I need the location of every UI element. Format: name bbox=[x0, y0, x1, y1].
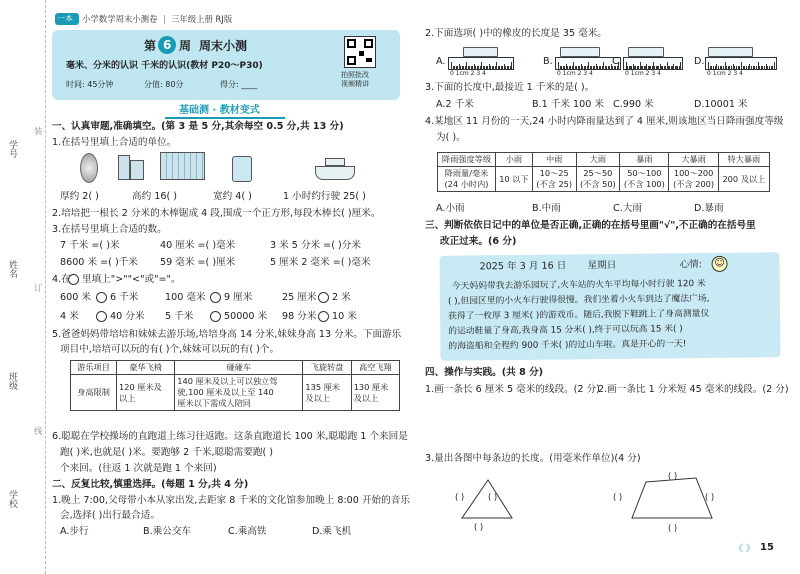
q1-s5a: 5.爸爸妈妈带培培和妹妹去游乐场,培培身高 14 分米,妹妹身高 13 分米。下面游乐 bbox=[52, 329, 402, 340]
q2-s2: 2.下面选项( )中的橡皮的长度是 35 毫米。 bbox=[425, 28, 607, 39]
q2-opt3-b[interactable]: B.1 千米 100 米 bbox=[532, 99, 604, 110]
q2-opt3-a[interactable]: A.2 千米 bbox=[436, 99, 474, 110]
grade-label: 三年级上册 RJ版 bbox=[171, 14, 233, 24]
q4-title: 四、操作与实践。(共 8 分) bbox=[425, 367, 544, 378]
banner-subtitle: 毫米、分米的认识 千米的认识(教材 P20～P30) bbox=[66, 61, 263, 71]
rain-header: 大暴雨 bbox=[669, 153, 718, 167]
diary-weekday: 星期日 bbox=[587, 259, 617, 272]
rides-cell: 135 厘米 及以上 bbox=[303, 375, 351, 411]
score-info: 得分: ____ bbox=[220, 80, 258, 89]
unit-blank-4[interactable]: 1 小时约行驶 25( ) bbox=[283, 191, 366, 202]
ruler-opt-a-label[interactable]: A. bbox=[436, 56, 446, 67]
diary-card bbox=[439, 252, 780, 361]
convert-5[interactable]: 59 毫米 =( )厘米 bbox=[160, 257, 236, 268]
ruler-tick bbox=[680, 62, 681, 69]
eraser-b bbox=[560, 47, 600, 57]
q1-s4: 4.在 bbox=[52, 274, 71, 285]
cmp-a1-right: 6 千米 bbox=[110, 292, 139, 303]
q3-title-a: 三、判断依依日记中的单位是否正确,正确的在括号里画"√",不正确的在括号里 bbox=[425, 220, 756, 231]
ruler-tick bbox=[511, 62, 512, 69]
unit-blank-2[interactable]: 高约 16( ) bbox=[132, 191, 177, 202]
q4-s3: 3.量出各图中每条边的长度。(用毫米作单位)(4 分) bbox=[425, 453, 641, 464]
q2-opt3-d[interactable]: D.10001 米 bbox=[694, 99, 748, 110]
rides-header: 碰碰车 bbox=[175, 361, 303, 375]
q1-s4b: 里填上">""<"或"="。 bbox=[82, 274, 181, 285]
rain-cell: 50～100 (不含 100) bbox=[620, 167, 669, 192]
diary-line: 的海盗船和全程约 900 千米( )的过山车啦。真是开心的一天! bbox=[448, 339, 687, 352]
class-label: 班级 bbox=[7, 372, 17, 390]
measure-shapes bbox=[450, 470, 770, 540]
q1-s2: 2.培培把一根长 2 分米的木棒锯成 4 段,围成一个正方形,每段木棒长( )厘米。 bbox=[52, 208, 381, 219]
triangle-shape bbox=[462, 480, 512, 518]
tri-side-left[interactable]: ( ) bbox=[455, 492, 465, 502]
binding-margin bbox=[0, 0, 46, 574]
rain-cell: 100～200 (不含 200) bbox=[669, 167, 718, 192]
rides-cell: 130 厘米 及以上 bbox=[351, 375, 399, 411]
convert-2[interactable]: 40 厘米 =( )毫米 bbox=[160, 240, 236, 251]
q1-s6c: 个来回。(往返 1 次就是跑 1 个来回) bbox=[60, 463, 217, 474]
quadrilateral-shape bbox=[632, 478, 715, 518]
convert-1[interactable]: 7 千米 =( )米 bbox=[60, 240, 120, 251]
rain-header: 中雨 bbox=[532, 153, 576, 167]
school-building-image bbox=[160, 152, 205, 180]
convert-4[interactable]: 8600 米 =( )千米 bbox=[60, 257, 138, 268]
total-info: 分值: 80分 bbox=[144, 80, 184, 89]
q2-opt4-c[interactable]: C.大雨 bbox=[613, 203, 642, 214]
diary-line: 获得了一枚厚 3 厘米( )的游戏币。随后,我脱下鞋跳上了身高测量仪 bbox=[448, 308, 710, 322]
q1-s6a: 6.聪聪在学校操场的直跑道上练习往返跑。这条直跑道长 100 米,聪聪跑 1 个来回是 bbox=[52, 431, 408, 442]
cmp-b3-right: 10 米 bbox=[332, 311, 357, 322]
rain-header: 大雨 bbox=[576, 153, 620, 167]
unit-blank-1[interactable]: 厚约 2( ) bbox=[60, 191, 99, 202]
cmp-b1-left: 4 米 bbox=[60, 311, 79, 322]
q2-s1a: 1.晚上 7:00,父母带小本从家出发,去距家 8 千米的文化馆参加晚上 8:00 开始的音乐 bbox=[52, 495, 410, 506]
rides-cell: 140 厘米及以上可以独立驾 驶,100 厘米及以上至 140 厘米以下需成人陪同 bbox=[175, 375, 303, 411]
unit-blank-3[interactable]: 宽约 4( ) bbox=[213, 191, 252, 202]
convert-3[interactable]: 3 米 5 分米 =( )分米 bbox=[270, 240, 361, 251]
rain-table bbox=[437, 152, 770, 192]
rides-table bbox=[70, 360, 400, 411]
qr-caption: 拍照批改 视频精讲 bbox=[341, 71, 369, 88]
name-label: 姓名 bbox=[7, 260, 17, 278]
ship-cabin bbox=[325, 158, 345, 166]
quad-side-right[interactable]: ( ) bbox=[705, 492, 715, 502]
quad-side-bottom[interactable]: ( ) bbox=[668, 523, 678, 533]
section-header bbox=[165, 105, 285, 119]
rain-header: 暴雨 bbox=[620, 153, 669, 167]
q2-opt1-d[interactable]: D.乘飞机 bbox=[312, 526, 352, 537]
q2-s1b: 会,选择( )出行最合适。 bbox=[60, 510, 160, 521]
student-id-label: 学号 bbox=[7, 140, 17, 158]
q3-title-b: 改正过来。(6 分) bbox=[440, 236, 517, 247]
cmp-a3-circle[interactable] bbox=[318, 292, 329, 303]
rain-cell: 10 以下 bbox=[495, 167, 532, 192]
compare-circle-icon bbox=[68, 274, 79, 285]
cmp-b1-right: 40 分米 bbox=[110, 311, 145, 322]
q2-s4a: 4.某地区 11 月份的一天,24 小时内降雨量达到了 4 厘米,则该地区当日降雨强度等级 bbox=[425, 116, 784, 127]
tri-side-bottom[interactable]: ( ) bbox=[474, 522, 484, 532]
ruler-tick bbox=[774, 62, 775, 69]
cmp-a3-right: 2 米 bbox=[332, 292, 351, 303]
ruler-d-nums: 0 1cm 2 3 4 bbox=[707, 70, 743, 77]
cmp-b2-circle[interactable] bbox=[210, 311, 221, 322]
quad-side-left[interactable]: ( ) bbox=[613, 492, 623, 502]
week-number: 6 bbox=[163, 38, 172, 52]
qr-code[interactable] bbox=[344, 36, 376, 68]
section-header-text: 基础测 · 教材变式 bbox=[179, 105, 260, 116]
smile-icon: ☺ bbox=[711, 256, 727, 272]
diary-date: 2025 年 3 月 16 日 bbox=[479, 260, 567, 273]
cmp-a2-circle[interactable] bbox=[210, 292, 221, 303]
diary-line: 的运动鞋量了身高,我身高 15 分米( ),终于可以玩高 15 米( ) bbox=[448, 324, 683, 337]
convert-6[interactable]: 5 厘米 2 毫米 =( )毫米 bbox=[270, 257, 371, 268]
rides-row-label: 身高限制 bbox=[71, 375, 117, 411]
banner-title: 周末小测 bbox=[199, 39, 248, 53]
cmp-b2-right: 50000 米 bbox=[224, 311, 268, 322]
rides-header: 游乐项目 bbox=[71, 361, 117, 375]
ruler-opt-d-label[interactable]: D. bbox=[694, 56, 705, 67]
rain-row-label: 降雨量/毫米 (24 小时内) bbox=[438, 167, 496, 192]
week-badge bbox=[158, 36, 176, 54]
rides-header: 高空飞翔 bbox=[351, 361, 399, 375]
building-small-image-2 bbox=[130, 160, 144, 180]
brand-badge bbox=[55, 13, 79, 25]
tri-side-right[interactable]: ( ) bbox=[488, 492, 498, 502]
week-suffix: 周 bbox=[179, 39, 192, 53]
q2-opt4-d[interactable]: D.暴雨 bbox=[694, 203, 724, 214]
cmp-a2-right: 9 厘米 bbox=[224, 292, 253, 303]
q4-s2: 2.画一条比 1 分米短 45 毫米的线段。(2 分) bbox=[598, 384, 789, 395]
q2-opt3-c[interactable]: C.990 米 bbox=[613, 99, 654, 110]
ruler-b-nums: 0 1cm 2 3 4 bbox=[557, 70, 593, 77]
brand-text: 一本 bbox=[57, 14, 73, 23]
eraser-d bbox=[708, 47, 753, 57]
q1-s5b: 项目中,培培可以玩的有( )个,妹妹可以玩的有( )个。 bbox=[60, 344, 280, 355]
time-info: 时间: 45分钟 bbox=[66, 80, 114, 89]
ruler-a-nums: 0 1cm 2 3 4 bbox=[450, 70, 486, 77]
q2-s4b: 为( )。 bbox=[436, 132, 466, 143]
rides-header: 飞旋转盘 bbox=[303, 361, 351, 375]
q2-title: 二、反复比较,慎重选择。(每题 1 分,共 4 分) bbox=[52, 479, 249, 490]
q2-s3: 3.下面的长度中,最接近 1 千米的是( )。 bbox=[425, 82, 595, 93]
q2-opt1-a[interactable]: A.步行 bbox=[60, 526, 89, 537]
page-number: 15 bbox=[760, 542, 774, 553]
q2-opt4-a[interactable]: A.小雨 bbox=[436, 203, 465, 214]
cmp-b3-circle[interactable] bbox=[318, 311, 329, 322]
q1-s3: 3.在括号里填上合适的数。 bbox=[52, 224, 167, 235]
binding-cut-3: 线 bbox=[34, 426, 43, 436]
ruler-d bbox=[705, 57, 777, 70]
quad-side-top[interactable]: ( ) bbox=[668, 471, 678, 481]
ruler-c-nums: 0 1cm 2 3 4 bbox=[625, 70, 661, 77]
cmp-a1-circle[interactable] bbox=[96, 292, 107, 303]
building-small-image bbox=[118, 155, 130, 180]
rides-header: 豪华飞椅 bbox=[117, 361, 175, 375]
ruler-opt-b-label[interactable]: B. bbox=[543, 56, 553, 67]
q4-s1: 1.画一条长 6 厘米 5 毫米的线段。(2 分) bbox=[425, 384, 600, 395]
binding-cut-1: 装 bbox=[34, 126, 43, 136]
eraser-a bbox=[463, 47, 498, 57]
cmp-a1-left: 600 米 bbox=[60, 292, 91, 303]
rain-header: 特大暴雨 bbox=[718, 153, 769, 167]
water-bucket-image bbox=[232, 156, 252, 182]
rain-cell: 25～50 (不含 50) bbox=[576, 167, 620, 192]
q1-s6b: 跑( )米,也就是( )米。要跑够 2 千米,聪聪需要跑( ) bbox=[60, 447, 274, 458]
header-divider: | bbox=[163, 14, 166, 24]
school-label: 学校 bbox=[7, 490, 17, 508]
rain-header: 降雨强度等级 bbox=[438, 153, 496, 167]
q1-s1: 1.在括号里填上合适的单位。 bbox=[52, 137, 177, 148]
eraser-c bbox=[628, 47, 664, 57]
diary-mood: 心情: bbox=[679, 259, 703, 271]
coin-image bbox=[80, 153, 98, 183]
q2-opt1-c[interactable]: C.乘高铁 bbox=[228, 526, 267, 537]
rides-cell: 120 厘米及 以上 bbox=[117, 375, 175, 411]
cmp-b2-left: 5 千米 bbox=[165, 311, 194, 322]
q2-opt4-b[interactable]: B.中雨 bbox=[532, 203, 561, 214]
ship-image bbox=[315, 166, 355, 180]
cmp-a3-left: 25 厘米 bbox=[282, 292, 317, 303]
cmp-b1-circle[interactable] bbox=[96, 311, 107, 322]
cmp-a2-left: 100 毫米 bbox=[165, 292, 206, 303]
title-banner bbox=[52, 30, 400, 100]
page-arrows: 《 》 bbox=[734, 544, 755, 554]
diary-line: ( ),但园区里的小火车行驶得很慢。我们坐着小火车到达了魔法广场, bbox=[447, 293, 710, 307]
q1-title: 一、认真审题,准确填空。(第 3 是 5 分,其余每空 0.5 分,共 13 分) bbox=[52, 121, 344, 132]
series-title: 小学数学周末小测卷 bbox=[82, 14, 158, 24]
rain-header: 小雨 bbox=[495, 153, 532, 167]
ruler-opt-c-label[interactable]: C. bbox=[612, 56, 622, 67]
rain-cell: 200 及以上 bbox=[718, 167, 769, 192]
ruler-c bbox=[623, 57, 683, 70]
rain-cell: 10～25 (不含 25) bbox=[532, 167, 576, 192]
diary-line: 今天妈妈带我去游乐园玩了,火车站的火车平均每小时行驶 120 米 bbox=[451, 278, 706, 292]
cmp-b3-left: 98 分米 bbox=[282, 311, 317, 322]
binding-cut-2: 订 bbox=[34, 283, 43, 293]
week-prefix: 第 bbox=[144, 39, 157, 53]
ruler-a bbox=[448, 57, 514, 70]
q2-opt1-b[interactable]: B.乘公交车 bbox=[143, 526, 192, 537]
